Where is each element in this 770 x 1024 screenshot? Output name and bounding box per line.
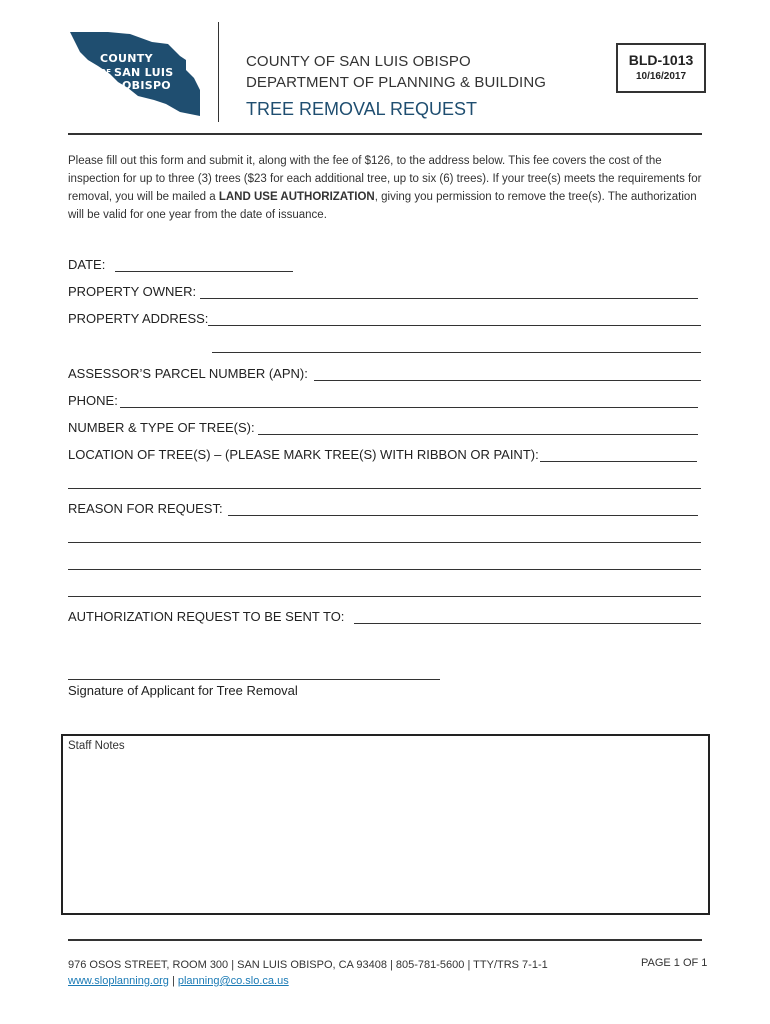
reason-field-2[interactable] — [68, 542, 701, 543]
property-address-field[interactable] — [208, 325, 701, 326]
footer-rule — [68, 939, 702, 941]
signature-line[interactable] — [68, 679, 440, 680]
phone-label: PHONE: — [68, 393, 118, 408]
email-link[interactable]: planning@co.slo.ca.us — [177, 975, 289, 987]
signature-label: Signature of Applicant for Tree Removal — [68, 683, 298, 698]
page-number: PAGE 1 OF 1 — [641, 957, 708, 969]
footer-separator: | — [171, 975, 175, 987]
intro-bold: LAND USE AUTHORIZATION — [218, 191, 375, 203]
reason-field-4[interactable] — [68, 596, 701, 597]
form-title: TREE REMOVAL REQUEST — [246, 99, 478, 119]
logo-text-county: COUNTY — [100, 52, 153, 65]
county-logo — [68, 30, 202, 120]
logo-text-obispo: OBISPO — [122, 79, 171, 92]
footer-address: 976 OSOS STREET, ROOM 300 | SAN LUIS OBISPO, CA 93408 | 805-781-5600 | TTY/TRS 7-1-1 — [68, 959, 548, 971]
staff-notes-box — [61, 734, 710, 915]
date-label: DATE: — [68, 257, 106, 272]
date-field[interactable] — [115, 271, 293, 272]
footer-links — [68, 973, 548, 989]
property-address-field-2[interactable] — [212, 352, 701, 353]
org-name: COUNTY OF SAN LUIS OBISPO — [246, 53, 471, 70]
reason-field[interactable] — [228, 515, 698, 516]
number-type-label: NUMBER & TYPE OF TREE(S): — [68, 420, 255, 435]
apn-label: ASSESSOR’S PARCEL NUMBER (APN): — [68, 366, 308, 381]
intro-text-2: , giving you permission to remove the tree(s). The authorization will be valid for one year from the date of issuance. — [68, 191, 697, 221]
location-field-2[interactable] — [68, 488, 701, 489]
property-owner-label: PROPERTY OWNER: — [68, 284, 197, 299]
intro-paragraph — [68, 152, 702, 224]
number-type-field[interactable] — [258, 434, 698, 435]
reason-label: REASON FOR REQUEST: — [68, 501, 223, 516]
department-name: DEPARTMENT OF PLANNING & BUILDING — [246, 74, 547, 91]
sent-to-label: AUTHORIZATION REQUEST TO BE SENT TO: — [68, 609, 345, 624]
logo-text-of: OF — [100, 68, 112, 76]
apn-field[interactable] — [314, 380, 701, 381]
website-link[interactable]: www.sloplanning.org — [68, 975, 169, 987]
intro-text-1: Please fill out this form and submit it, along with the fee of $126, to the address below. This fee covers the cost of the inspection for up to three (3) trees ($23 for each additional tree, up to six (6) trees). If your tree(s) meets the requirements for removal, you will be mailed a — [68, 155, 702, 203]
phone-field[interactable] — [120, 407, 698, 408]
sent-to-field[interactable] — [354, 623, 701, 624]
form-date: 10/16/2017 — [635, 71, 687, 82]
header-rule — [68, 133, 702, 135]
property-owner-field[interactable] — [200, 298, 698, 299]
staff-notes-label: Staff Notes — [68, 740, 125, 752]
location-field[interactable] — [540, 461, 697, 462]
form-id-badge — [616, 43, 706, 93]
form-id: BLD-1013 — [628, 52, 694, 68]
header-divider — [218, 22, 219, 122]
location-label: LOCATION OF TREE(S) – (PLEASE MARK TREE(S) WITH RIBBON OR PAINT): — [68, 447, 539, 462]
property-address-label: PROPERTY ADDRESS: — [68, 311, 209, 326]
logo-text-san-luis: SAN LUIS — [114, 66, 174, 79]
reason-field-3[interactable] — [68, 569, 701, 570]
footer-contact — [68, 957, 548, 989]
